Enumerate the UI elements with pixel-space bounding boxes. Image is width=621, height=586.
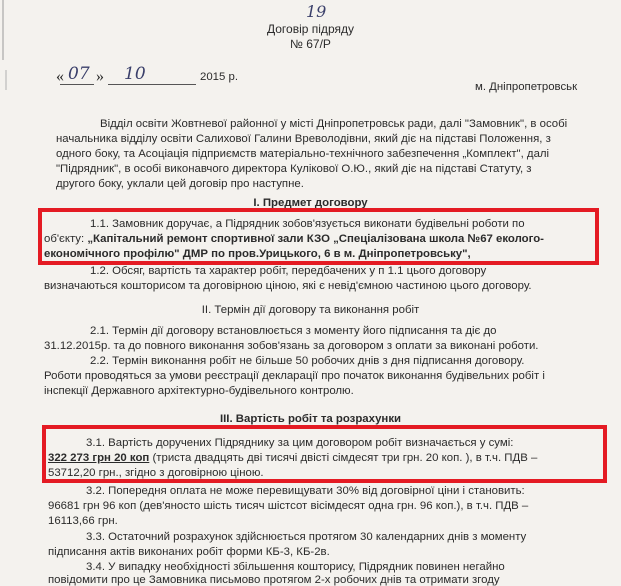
clause-3-1-line: 3.1. Вартість доручених Підряднику за цим договором робіт визначається у сумі: <box>86 437 514 449</box>
date-close-quote: » <box>96 68 104 85</box>
clause-1-1-line: 1.1. Замовник доручає, а Підрядник зобов'язується виконати будівельні роботи по <box>90 218 525 230</box>
clause-2-1-line: 31.12.2015р. та до повного виконання зобов'язань за договором з оплати за виконані роботи. <box>44 340 539 352</box>
clause-3-4-line: 3.4. У випадку необхідності збільшення кошторису, Підрядник повинен негайно <box>86 561 505 573</box>
date-open-quote: « <box>56 68 64 85</box>
clause-1-1-line: об'єкту: „Капітальний ремонт спортивної зали КЗО „Спеціалізована школа №67 еколого- <box>44 233 544 245</box>
clause-2-2-line: інспекції Державного архітектурно-будівельного контролю. <box>44 385 354 397</box>
clause-2-1-line: 2.1. Термін дії договору встановлюється з моменту його підписання та діє до <box>90 325 497 337</box>
clause-2-2-line: Роботи проводяться за умови реєстрації декларації про початок виконання будівельних робіт і <box>44 370 545 382</box>
date-day-underline <box>60 84 94 85</box>
date-year: 2015 р. <box>200 71 239 83</box>
clause-3-2-line: 96681 грн 96 коп (дев'яносто шість тисяч шістсот вісімдесят одна грн. 96 коп.), в т.ч. ПДВ – <box>48 500 529 512</box>
clause-1-1-line: економічного профілю" ДМР по пров.Урицького, 6 в м. Дніпропетровську", <box>44 248 471 260</box>
clause-3-3-line: 3.3. Остаточний розрахунок здійснюється протягом 30 календарних днів з моменту <box>86 531 527 543</box>
clause-2-2-line: 2.2. Термін виконання робіт не більше 50 робочих днів з дня підписання договору. <box>90 355 525 367</box>
clause-1-2-line: 1.2. Обсяг, вартість та характер робіт, передбачених у п 1.1 цього договору <box>90 265 487 277</box>
date-month-underline <box>108 84 196 85</box>
date-day: 07 <box>68 64 90 84</box>
section-1-heading: І. Предмет договору <box>253 197 368 209</box>
section-3-heading: ІІІ. Вартість робіт та розрахунки <box>219 413 402 425</box>
section-2-heading: ІІ. Термін дії договору та виконання робіт <box>201 304 420 316</box>
preamble-line: начальника відділу освіти Салихової Галини Вреволодівни, який діє на підставі Положення, з <box>56 133 551 145</box>
highlight-box-subject <box>38 208 599 265</box>
clause-3-3-line: підписання актів виконаних робіт форми КБ-3, КБ-2в. <box>48 546 330 558</box>
clause-3-2-line: 16113,66 грн. <box>48 515 118 527</box>
clause-3-1-line: 53712,20 грн., згідно з договірною ціною. <box>48 467 264 479</box>
contract-city: м. Дніпропетровськ <box>475 81 578 93</box>
contract-title: Договір підряду <box>267 22 354 36</box>
clause-3-1-line: 322 273 грн 20 коп (триста двадцять дві тисячі двісті сімдесят три грн. 20 коп. ), в т.ч. ПДВ – <box>48 452 538 464</box>
date-month: 10 <box>124 64 146 84</box>
clause-1-2-line: визначаються кошторисом та договірною ціною, які є невід'ємною частиною цього договору. <box>44 280 532 292</box>
binding-marks <box>0 0 14 580</box>
preamble-line: Відділ освіти Жовтневої районної у місті Дніпропетровськ ради, далі "Замовник", в особі <box>100 118 568 130</box>
clause-3-2-line: 3.2. Попередня оплата не може перевищувати 30% від договірної ціни і становить: <box>86 485 525 497</box>
preamble-line: "Підрядник", в особі виконавчого директора Кулікової О.Ю., який діє на підставі Статуту, з <box>56 163 532 175</box>
contract-number: № 67/Р <box>290 37 331 51</box>
clause-3-4-line: повідомити про це Замовника письмово протягом 2-х робочих днів та отримати згоду <box>48 574 500 586</box>
page-number: 19 <box>306 2 327 21</box>
preamble-line: одного боку, та Асоціація підприємств матеріально-технічного забезпечення „Комплект", далі <box>56 148 550 160</box>
preamble-line: другого боку, уклали цей договір про наступне. <box>56 178 304 190</box>
highlight-box-price <box>42 425 607 483</box>
